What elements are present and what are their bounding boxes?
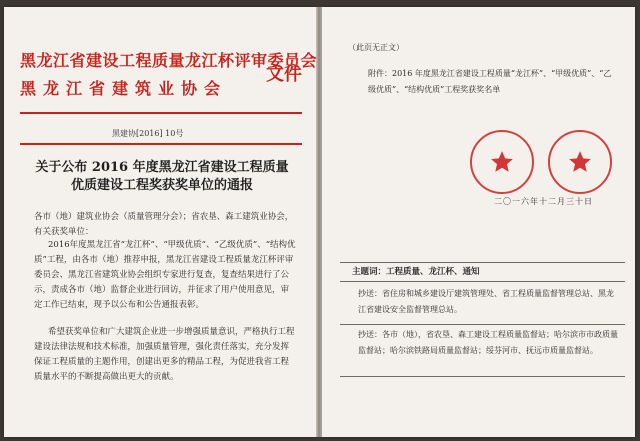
subject-keywords: 主题词：工程质量、龙江杯、通知 <box>352 267 480 277</box>
body-paragraph-1: 2016年度黑龙江省“龙江杯”、“甲级优质”、“乙级优质”、“结构优质”工程，由各市（地）推荐申报，黑龙江省建设工程质量龙江杯评审委员会、黑龙江省建筑业协会组织专家进行复查，复查结果进行了公示，责成各市（地）监督企业进行回访，并征求了用户使用意见，审定工作已结束，现予以公布和公告通报表彰。 <box>34 240 296 310</box>
header-issuer-2: 黑龙江省建筑业协会 <box>20 79 228 98</box>
title-red-rule <box>20 143 302 145</box>
star-icon <box>567 149 593 175</box>
attachment-line: 附件：2016 年度黑龙江省建设工程质量“龙江杯”、“甲级优质”、“乙级优质”、“结构优质”工程奖获奖名单 <box>368 69 612 94</box>
cc-rule <box>340 324 625 325</box>
official-seal-committee <box>470 130 534 194</box>
header-doc-word: 文件 <box>266 64 302 85</box>
document-header <box>20 44 318 104</box>
keywords-rule-bottom <box>340 281 625 282</box>
document-title-line-2: 优质建设工程奖获奖单位的通报 <box>70 178 253 193</box>
document-title-line-1: 关于公布 2016 年度黑龙江省建设工程质量 <box>35 160 289 175</box>
no-text-note: （此页无正文） <box>348 43 404 52</box>
body-paragraph-2: 希望获奖单位和广大建筑企业进一步增强质量意识，严格执行工程建设法律法规和技术标准，加强质量管理，强化责任落实，充分发挥保证工程质量的主题作用，创建出更多的精品工程，为促进我省工程质量水平的不断提高做出更大的贡献。 <box>34 327 295 382</box>
star-icon <box>489 149 515 175</box>
cc-send-line: 抄送：省住房和城乡建设厅建筑管理处、省工程质量监督管理总站、黑龙江省建设安全监督管理总站。 <box>358 289 614 314</box>
addressee: 各市（地）建筑业协会（质量管理分会）；省农垦、森工建筑业协会，有关获奖单位： <box>34 212 294 237</box>
cc-to-line: 抄送：各市（地），省农垦、森工建设工程质量监督站；哈尔滨市市政质量监督站；哈尔滨铁路局质量监督站；绥芬河市、抚远市质量监督站。 <box>358 330 618 355</box>
issue-date: 二〇一六年十二月三十日 <box>494 197 593 206</box>
header-issuer-1: 黑龙江省建设工程质量龙江杯评审委员会 <box>20 51 318 70</box>
document-number: 黑建协[2016] 10号 <box>112 129 184 138</box>
keywords-rule-top <box>340 262 625 263</box>
header-red-rule <box>20 112 302 114</box>
official-seal-association <box>548 130 612 194</box>
cc-rule-bottom <box>340 376 625 377</box>
